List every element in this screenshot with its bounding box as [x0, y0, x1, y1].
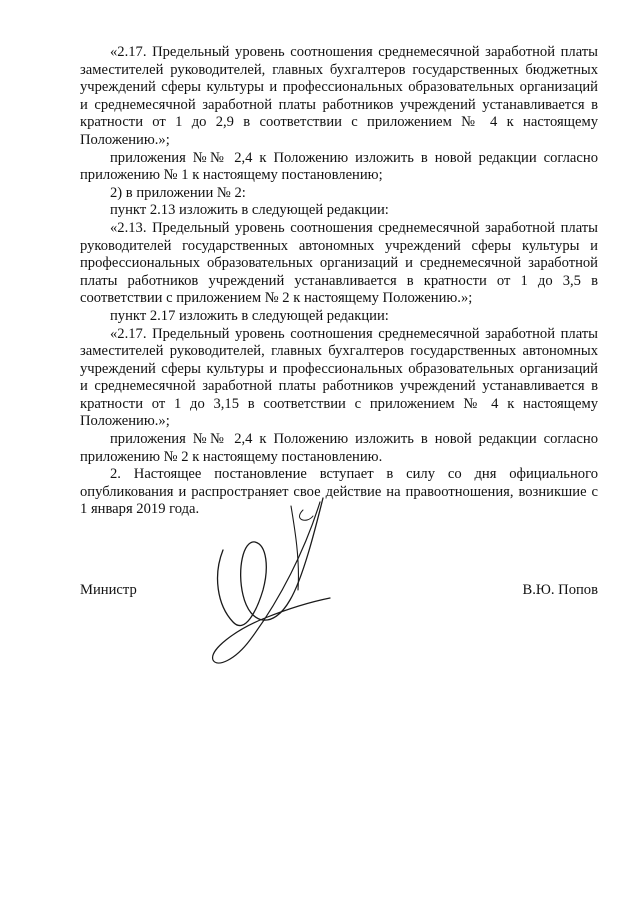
document-body	[80, 44, 598, 519]
paragraph-point-2-17-intro: пункт 2.17 изложить в следующей редакции:	[110, 307, 389, 324]
signatory-name: В.Ю. Попов	[522, 582, 598, 598]
signatory-position: Министр	[80, 582, 137, 598]
paragraph-2-13-autonomous: «2.13. Предельный уровень соотношения среднемесячной заработной платы руководителей государственных автономных учреждений сферы культуры и профессиональных образовательных организаций и среднемесячной заработной платы работников учреждений устанавливается в кратности от 1 до 3,5 в соответствии с приложением № 2 к настоящему Положению.»;	[80, 219, 598, 307]
paragraph-2-17-budget: «2.17. Предельный уровень соотношения среднемесячной заработной платы заместителей руководителей, главных бухгалтеров государственных бюджетных учреждений сферы культуры и профессиональных образовательных организаций и среднемесячной заработной платы работников учреждений устанавливается в кратности от 1 до 2,9 в соответствии с приложением № 4 к настоящему Положению.»;	[80, 44, 598, 148]
signature-block	[80, 582, 598, 604]
paragraph-effective-date: 2. Настоящее постановление вступает в силу со дня официального опубликования и распространяет свое действие на правоотношения, возникшие с 1 января 2019 года.	[80, 466, 598, 518]
paragraph-appendix-2: приложения №№ 2,4 к Положению изложить в новой редакции согласно приложению № 2 к настоящему постановлению.	[80, 431, 598, 465]
paragraph-appendix-1: приложения №№ 2,4 к Положению изложить в новой редакции согласно приложению № 1 к настоящему постановлению;	[80, 149, 598, 184]
paragraph-point-2-13-intro: пункт 2.13 изложить в следующей редакции:	[110, 202, 389, 219]
paragraph-appendix-2-heading: 2) в приложении № 2:	[110, 184, 246, 201]
paragraph-2-17-autonomous: «2.17. Предельный уровень соотношения среднемесячной заработной платы заместителей руководителей, главных бухгалтеров государственных автономных учреждений сферы культуры и профессиональных образовательных организаций и среднемесячной заработной платы работников учреждений устанавливается в кратности от 1 до 3,15 в соответствии с приложением № 4 к настоящему Положению.»;	[80, 325, 598, 430]
